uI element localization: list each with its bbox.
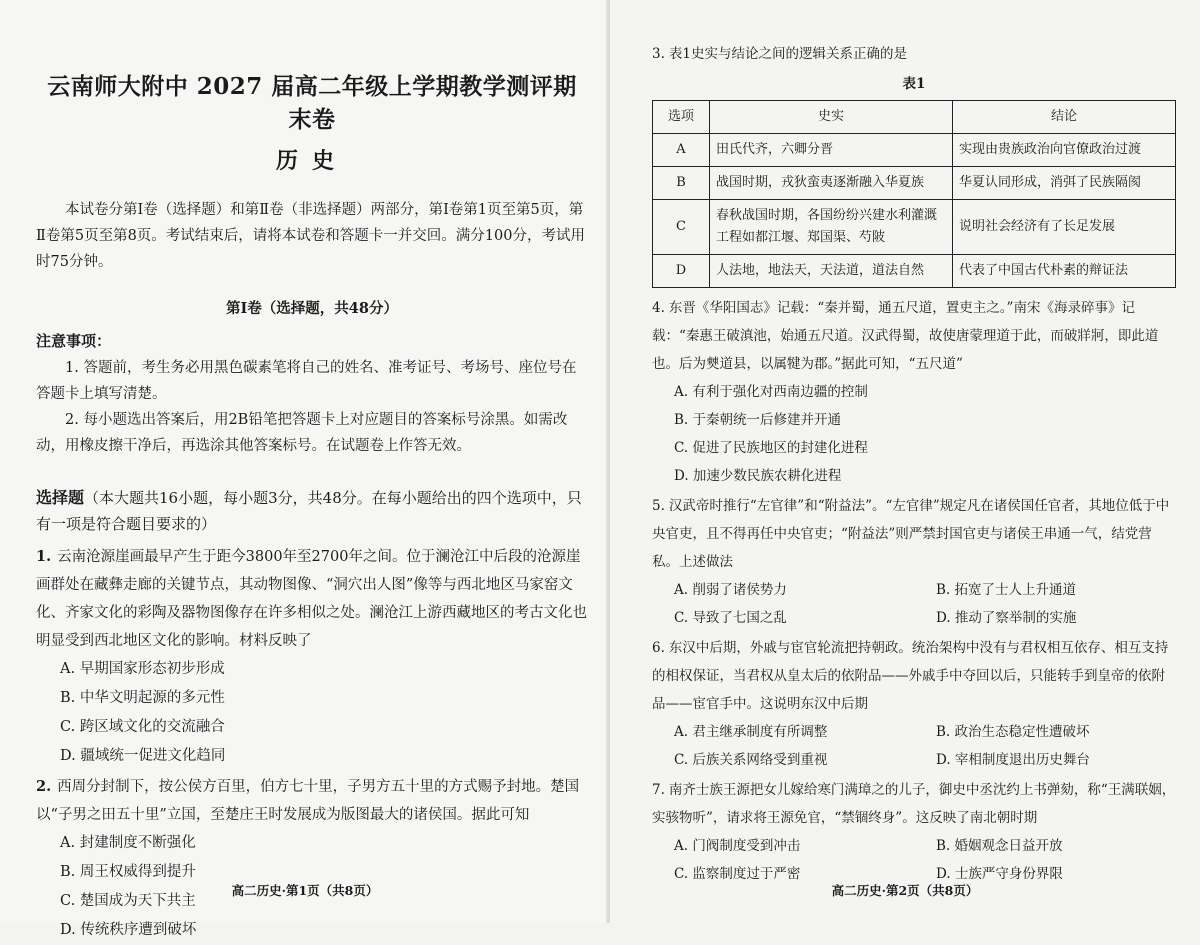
option-b: B. 婚姻观念日益开放 — [936, 838, 1063, 854]
notice-item: 1. 答题前，考生务必用黑色碳素笔将自己的姓名、准考证号、考场号、座位号在答题卡上填写清楚。 — [36, 360, 577, 402]
table-row — [653, 134, 1176, 167]
question-text: 云南沧源崖画最早产生于距今3800年至2700年之间。位于澜沧江中后段的沧源崖画群处在藏彝走廊的关键节点，其动物图像、“洞穴出人图”像等与西北地区马家窑文化、齐家文化的彩陶及器物图像存在许多相似之处。澜沧江上游西藏地区的考古文化也明显受到西北地区文化的影响。材料反映了 — [36, 549, 587, 649]
option-list — [652, 576, 1176, 632]
question-5 — [652, 492, 1176, 632]
column-header: 结论 — [953, 101, 1176, 134]
column-header: 史实 — [710, 101, 953, 134]
table-cell-conclusion: 实现由贵族政治向官僚政治过渡 — [953, 134, 1176, 167]
option-a: A. 君主继承制度有所调整 — [674, 724, 828, 740]
question-number: 6. — [652, 640, 665, 656]
table-cell-fact: 春秋战国时期，各国纷纷兴建水利灌溉工程如都江堰、郑国渠、芍陂 — [710, 200, 953, 255]
option-c: C. 楚国成为天下共主 — [60, 893, 196, 909]
question-number: 4. — [652, 300, 665, 316]
section-heading: 选择题 — [36, 488, 85, 507]
table-cell-conclusion: 说明社会经济有了长足发展 — [953, 200, 1176, 255]
option-d: D. 加速少数民族农耕化进程 — [674, 468, 842, 484]
question-stem — [36, 543, 588, 655]
option-d: D. 士族严守身份界限 — [936, 866, 1063, 882]
table-cell-fact: 战国时期，戎狄蛮夷逐渐融入华夏族 — [710, 167, 953, 200]
option-b: B. 周王权威得到提升 — [60, 864, 196, 880]
option-d: D. 宰相制度退出历史舞台 — [936, 752, 1090, 768]
question-3 — [652, 40, 1176, 288]
option-c: C. 后族关系网络受到重视 — [674, 752, 828, 768]
option-a: A. 削弱了诸侯势力 — [674, 582, 787, 598]
option-a: A. 门阀制度受到冲击 — [674, 838, 801, 854]
question-7 — [652, 776, 1176, 888]
question-2 — [36, 773, 588, 945]
question-text: 东汉中后期，外戚与宦官轮流把持朝政。统治架构中没有与君权相互依存、相互支持的相权保证，当君权从皇太后的依附品——外戚手中夺回以后，只能转手到皇帝的依附品——宦官手中。这说明东汉中后期 — [652, 640, 1169, 712]
exam-intro: 本试卷分第Ⅰ卷（选择题）和第Ⅱ卷（非选择题）两部分，第Ⅰ卷第1页至第5页，第Ⅱ卷第5页至第8页。考试结束后，请将本试卷和答题卡一并交回。满分100分，考试用时75分钟。 — [36, 202, 585, 270]
table-cell-conclusion: 代表了中国古代朴素的辩证法 — [953, 255, 1176, 288]
option-c: C. 跨区域文化的交流融合 — [60, 719, 225, 735]
question-number: 1. — [36, 548, 52, 565]
section-header — [36, 485, 588, 537]
question-stem — [652, 492, 1176, 576]
subject-title: 历史 — [275, 148, 348, 174]
question-4 — [652, 294, 1176, 490]
question-6 — [652, 634, 1176, 774]
question-text: 东晋《华阳国志》记载：“秦并蜀，通五尺道，置吏主之。”南宋《海录碎事》记载：“秦惠王破滇池，始通五尺道。汉武得蜀，故使唐蒙理道于此，而破牂牁，即此道也。后为僰道县，以属犍为郡。”据此可知，“五尺道” — [652, 300, 1159, 372]
table-header-row — [653, 101, 1176, 134]
page-footer: 高二历史·第1页（共8页） — [231, 883, 379, 898]
question-stem — [652, 40, 1176, 68]
section-description: （本大题共16小题，每小题3分，共48分。在每小题给出的四个选项中，只有一项是符合题目要求的） — [36, 489, 582, 533]
option-c: C. 监察制度过于严密 — [674, 866, 801, 882]
question-number: 7. — [652, 782, 665, 798]
history-table — [652, 100, 1176, 288]
option-a: A. 有利于强化对西南边疆的控制 — [674, 384, 868, 400]
question-text: 南齐士族王源把女儿嫁给寒门满璋之的儿子，御史中丞沈约上书弹劾，称“王满联姻，实骇物听”，请求将王源免官，“禁锢终身”。这反映了南北朝时期 — [652, 782, 1176, 826]
table-row — [653, 200, 1176, 255]
page-2 — [610, 0, 1200, 923]
table-cell-fact: 田氏代齐，六卿分晋 — [710, 134, 953, 167]
question-number: 5. — [652, 498, 665, 514]
table-cell-option: C — [653, 200, 710, 255]
option-b: B. 中华文明起源的多元性 — [60, 690, 225, 706]
option-list — [652, 718, 1176, 774]
option-list — [36, 655, 588, 771]
question-1 — [36, 543, 588, 771]
question-text: 表1史实与结论之间的逻辑关系正确的是 — [668, 46, 907, 62]
table-row — [653, 167, 1176, 200]
table-cell-conclusion: 华夏认同形成，消弭了民族隔阂 — [953, 167, 1176, 200]
column-header: 选项 — [653, 101, 710, 134]
question-stem — [652, 776, 1176, 832]
question-text: 西周分封制下，按公侯方百里，伯方七十里，子男方五十里的方式赐予封地。楚国以“子男之田五十里”立国，至楚庄王时发展成为版图最大的诸侯国。据此可知 — [36, 779, 580, 823]
question-number: 2. — [36, 778, 52, 795]
exam-title: 云南师大附中 2027 届高二年级上学期教学测评期末卷 — [47, 73, 577, 133]
option-c: C. 促进了民族地区的封建化进程 — [674, 440, 868, 456]
option-b: B. 于秦朝统一后修建并开通 — [674, 412, 842, 428]
question-stem — [652, 294, 1176, 378]
option-a: A. 封建制度不断强化 — [60, 835, 196, 851]
option-d: D. 推动了察举制的实施 — [936, 610, 1077, 626]
question-number: 3. — [652, 46, 665, 62]
question-stem — [36, 773, 588, 829]
table-cell-fact: 人法地，地法天，天法道，道法自然 — [710, 255, 953, 288]
notice-block — [36, 330, 588, 459]
notice-item: 2. 每小题选出答案后，用2B铅笔把答题卡上对应题目的答案标号涂黑。如需改动，用橡皮擦干净后，再选涂其他答案标号。在试题卷上作答无效。 — [36, 412, 568, 454]
part1-title: 第Ⅰ卷（选择题，共48分） — [226, 300, 398, 317]
table-cell-option: D — [653, 255, 710, 288]
option-b: B. 拓宽了士人上升通道 — [936, 582, 1077, 598]
option-b: B. 政治生态稳定性遭破坏 — [936, 724, 1090, 740]
option-list — [652, 832, 1176, 888]
option-d: D. 传统秩序遭到破坏 — [60, 922, 197, 938]
option-d: D. 疆域统一促进文化趋同 — [60, 748, 226, 764]
table-cell-option: A — [653, 134, 710, 167]
notice-heading: 注意事项： — [36, 332, 112, 350]
option-c: C. 导致了七国之乱 — [674, 610, 787, 626]
table-cell-option: B — [653, 167, 710, 200]
option-list — [652, 378, 1176, 490]
table-title: 表1 — [902, 76, 926, 92]
table-row — [653, 255, 1176, 288]
question-stem — [652, 634, 1176, 718]
page-footer: 高二历史·第2页（共8页） — [831, 883, 979, 898]
question-text: 汉武帝时推行“左官律”和“附益法”。“左官律”规定凡在诸侯国任官者，其地位低于中央官吏，且不得再任中央官吏；“附益法”则严禁封国官吏与诸侯王串通一气，结党营私。上述做法 — [652, 498, 1170, 570]
option-a: A. 早期国家形态初步形成 — [60, 661, 225, 677]
